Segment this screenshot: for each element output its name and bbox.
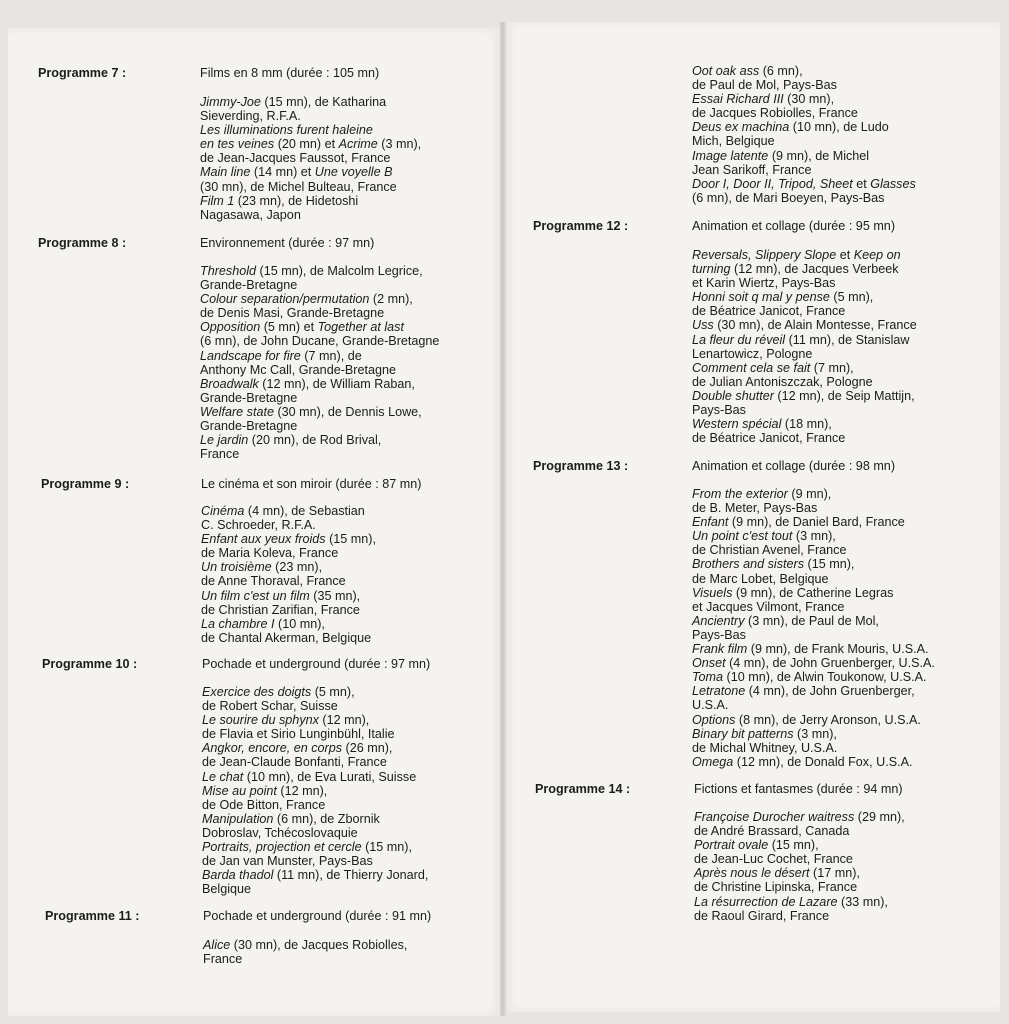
film-details: France [203, 952, 243, 967]
film-details: (6 mn), de Zbornik [273, 811, 380, 826]
programme-label: Programme 7 : [38, 66, 127, 80]
film-line [692, 248, 917, 262]
film-title: Oot oak ass [692, 64, 760, 78]
film-details: (12 mn), de William Raban, [258, 376, 415, 391]
film-line [692, 375, 917, 389]
film-details: Pays-Bas [692, 627, 746, 642]
film-details: de André Brassard, Canada [694, 824, 850, 839]
film-details: (4 mn), de John Gruenberger, U.S.A. [725, 656, 935, 671]
film-details: Sieverding, R.F.A. [200, 109, 301, 124]
book-spine [500, 22, 506, 1016]
film-details: (17 mn), [809, 866, 860, 881]
film-title: Binary bit patterns [692, 726, 794, 741]
film-line [200, 292, 439, 306]
film-line [694, 852, 905, 866]
film-line [200, 306, 439, 320]
film-details: de Denis Masi, Grande-Bretagne [200, 306, 385, 321]
programme-title: Animation et collage (durée : 98 mn) [692, 459, 896, 473]
programme-label: Programme 14 : [535, 782, 631, 796]
film-title: Comment cela se fait [692, 360, 811, 375]
film-title: Deus ex machina [692, 120, 790, 135]
film-line [692, 529, 935, 543]
film-line [201, 617, 376, 631]
film-title: From the exterior [692, 487, 788, 501]
film-title: Le chat [202, 769, 244, 784]
film-line [201, 532, 376, 546]
film-line [692, 572, 935, 586]
film-line [200, 419, 439, 433]
film-title: Ancientry [692, 613, 745, 628]
film-details: (7 mn), [810, 360, 854, 375]
film-details: Belgique [202, 882, 252, 897]
film-title: Double shutter [692, 388, 774, 403]
film-details: Nagasawa, Japon [200, 207, 301, 222]
film-line [200, 391, 439, 405]
film-title: Le jardin [200, 433, 249, 448]
film-line [200, 95, 421, 109]
film-details: de Christian Zarifian, France [201, 602, 360, 617]
film-line [202, 755, 428, 769]
film-title: Western spécial [692, 417, 782, 432]
film-line [694, 880, 905, 894]
film-details: Jean Sarikoff, France [692, 162, 812, 177]
film-title: Reversals, Slippery Slope [692, 248, 837, 262]
film-details: (15 mn), [361, 840, 412, 855]
film-details: Grande-Bretagne [200, 419, 298, 434]
film-title: Onset [692, 656, 726, 671]
film-line [692, 586, 935, 600]
film-list [203, 938, 407, 966]
film-line [692, 684, 935, 698]
film-title: Door I, Door II, Tripod, Sheet [692, 176, 853, 191]
film-details: (33 mn), [837, 894, 888, 909]
film-details: de Jean-Luc Cochet, France [694, 852, 853, 867]
film-details: de Jean-Jacques Faussot, France [200, 151, 391, 166]
film-details: (10 mn), de Eva Lurati, Suisse [243, 769, 417, 784]
film-title: Un troisième [201, 560, 272, 575]
film-line [200, 109, 421, 123]
film-line [692, 501, 935, 515]
film-details: (35 mn), [309, 588, 361, 603]
film-line [202, 713, 428, 727]
film-list [200, 95, 421, 222]
film-details: de Michal Whitney, U.S.A. [692, 740, 838, 755]
film-details: (9 mn), de Daniel Bard, France [728, 515, 905, 530]
film-line [203, 952, 407, 966]
film-details: (14 mn) et [250, 165, 315, 180]
film-line [692, 318, 917, 332]
film-details: de Ode Bitton, France [202, 797, 326, 812]
film-title: Letratone [692, 684, 746, 699]
film-line [200, 334, 439, 348]
film-title: Un point c'est tout [692, 529, 793, 544]
film-details: (9 mn), de Catherine Legras [732, 585, 894, 600]
film-details: de Christian Avenel, France [692, 543, 847, 558]
film-title: Françoise Durocher waitress [694, 810, 855, 824]
film-line [692, 628, 935, 642]
film-details: C. Schroeder, R.F.A. [201, 518, 316, 533]
film-line [200, 208, 421, 222]
film-details: de Robert Schar, Suisse [202, 699, 338, 714]
film-line [692, 487, 935, 501]
film-line [692, 698, 935, 712]
film-title: Glasses [870, 176, 916, 191]
film-line [202, 770, 428, 784]
film-title: Options [692, 712, 736, 727]
film-details: de Jacques Robiolles, France [692, 106, 858, 121]
film-details: (10 mn), de Alwin Toukonow, U.S.A. [723, 670, 927, 685]
film-title: Main line [200, 165, 251, 180]
film-details: de Paul de Mol, Pays-Bas [692, 78, 837, 93]
film-details: (5 mn), [311, 685, 355, 699]
film-details: (12 mn), de Seip Mattijn, [773, 388, 915, 403]
programme-title: Le cinéma et son miroir (durée : 87 mn) [201, 477, 422, 491]
film-line [692, 347, 917, 361]
film-details: et Karin Wiertz, Pays-Bas [692, 276, 836, 291]
film-line [202, 798, 428, 812]
film-details: France [200, 447, 240, 462]
film-title: Exercice des doigts [202, 685, 312, 699]
film-title: Angkor, encore, en corps [202, 741, 343, 756]
film-details: (23 mn), de Hidetoshi [234, 193, 359, 208]
film-title: La fleur du réveil [692, 332, 786, 347]
film-line [692, 642, 935, 656]
film-details: (4 mn), de Sebastian [244, 504, 365, 518]
film-line [692, 290, 917, 304]
film-title: Alice [203, 938, 231, 952]
film-list [200, 264, 439, 461]
film-details: Dobroslav, Tchécoslovaquie [202, 825, 358, 840]
film-details: de Julian Antoniszczak, Pologne [692, 374, 873, 389]
film-title: Les illuminations furent haleine [200, 123, 373, 138]
film-line [692, 78, 916, 92]
film-title: Un film c'est un film [201, 588, 310, 603]
film-details: (3 mn), [377, 137, 422, 152]
film-line [692, 727, 935, 741]
film-details: de Marc Lobet, Belgique [692, 571, 829, 586]
film-line [692, 304, 917, 318]
film-details: (3 mn), [793, 726, 837, 741]
film-line [200, 137, 421, 151]
film-title: Opposition [200, 320, 261, 335]
film-title: Toma [692, 670, 724, 685]
film-line [692, 276, 917, 290]
film-line [200, 151, 421, 165]
film-line [692, 741, 935, 755]
film-line [201, 631, 376, 645]
film-details: (10 mn), de Ludo [789, 120, 889, 135]
film-line [201, 589, 376, 603]
film-details: (6 mn), [759, 64, 803, 78]
film-details: de Anne Thoraval, France [201, 574, 346, 589]
film-line [692, 614, 935, 628]
film-title: Jimmy-Joe [200, 95, 261, 109]
film-line [200, 123, 421, 137]
film-line [202, 685, 428, 699]
film-details: (12 mn), de Donald Fox, U.S.A. [733, 754, 913, 769]
film-list [201, 504, 376, 645]
film-line [692, 64, 916, 78]
film-line [692, 361, 917, 375]
film-details: de Béatrice Janicot, France [692, 304, 846, 319]
programme-title: Pochade et underground (durée : 97 mn) [202, 657, 431, 671]
film-line [202, 854, 428, 868]
film-details: (15 mn), de Katharina [260, 95, 387, 109]
film-details: (15 mn), de Malcolm Legrice, [256, 264, 423, 278]
film-details: (10 mn), [274, 616, 325, 631]
film-title: Honni soit q mal y pense [692, 290, 830, 305]
film-line [692, 670, 935, 684]
film-details: (9 mn), [787, 487, 832, 501]
film-line [692, 543, 935, 557]
film-line [201, 560, 376, 574]
film-details: de Béatrice Janicot, France [692, 431, 846, 446]
film-details: de B. Meter, Pays-Bas [692, 501, 818, 516]
film-line [201, 518, 376, 532]
film-line [200, 278, 439, 292]
film-line [692, 417, 917, 431]
film-line [692, 755, 935, 769]
film-title: Portrait ovale [694, 838, 769, 853]
film-details: Grande-Bretagne [200, 278, 298, 293]
film-details: de Christine Lipinska, France [694, 880, 858, 895]
film-line [200, 194, 421, 208]
film-details: de Raoul Girard, France [694, 908, 830, 923]
film-line [694, 909, 905, 923]
programme-label: Programme 10 : [42, 657, 138, 671]
film-details: (30 mn), de Michel Bulteau, France [200, 179, 397, 194]
film-list [692, 248, 917, 445]
film-title: Mise au point [202, 783, 277, 798]
film-line [692, 431, 917, 445]
film-title: turning [692, 262, 731, 277]
film-line [200, 264, 439, 278]
film-line [694, 866, 905, 880]
film-line [202, 826, 428, 840]
programme-label: Programme 12 : [533, 219, 629, 233]
film-line [202, 882, 428, 896]
film-line [201, 546, 376, 560]
programme-title: Fictions et fantasmes (durée : 94 mn) [694, 782, 903, 796]
film-line [200, 349, 439, 363]
film-line [202, 784, 428, 798]
film-title: en tes veines [200, 137, 275, 152]
film-line [694, 824, 905, 838]
film-details: de Flavia et Sirio Lunginbühl, Italie [202, 727, 395, 742]
programme-label: Programme 8 : [38, 236, 127, 250]
film-details: (2 mn), [369, 292, 413, 307]
film-line [692, 163, 916, 177]
film-title: Landscape for fire [200, 348, 301, 363]
film-title: La résurrection de Lazare [694, 894, 838, 909]
film-line [692, 713, 935, 727]
film-title: Threshold [200, 264, 257, 278]
film-line [694, 895, 905, 909]
film-details: (12 mn), [276, 783, 328, 798]
film-details: (30 mn), de Alain Montesse, France [713, 318, 917, 333]
film-title: Broadwalk [200, 376, 259, 391]
film-details: (5 mn), [829, 290, 874, 305]
film-details: (9 mn), de Michel [768, 148, 870, 163]
film-line [200, 377, 439, 391]
film-title: Cinéma [201, 504, 245, 518]
film-details: de Chantal Akerman, Belgique [201, 630, 372, 645]
film-details: Anthony Mc Call, Grande-Bretagne [200, 362, 397, 377]
film-line [692, 106, 916, 120]
film-line [692, 191, 916, 205]
film-details: (8 mn), de Jerry Aronson, U.S.A. [735, 712, 921, 727]
programme-title: Environnement (durée : 97 mn) [200, 236, 375, 250]
film-title: Enfant aux yeux froids [201, 532, 326, 547]
programme-label: Programme 13 : [533, 459, 629, 473]
programme-label: Programme 11 : [45, 909, 140, 923]
film-title: Welfare state [200, 404, 274, 419]
film-line [201, 574, 376, 588]
film-line [692, 389, 917, 403]
film-details: (26 mn), [342, 741, 393, 756]
film-details: (15 mn), [325, 532, 376, 547]
film-details: Pays-Bas [692, 403, 746, 418]
film-details: (20 mn) et [274, 137, 339, 152]
film-details: de Jean-Claude Bonfanti, France [202, 755, 387, 770]
film-title: Frank film [692, 642, 748, 657]
film-line [694, 838, 905, 852]
film-line [692, 177, 916, 191]
film-details: Lenartowicz, Pologne [692, 346, 813, 361]
film-details: (3 mn), de Paul de Mol, [744, 613, 879, 628]
film-details: (23 mn), [271, 560, 323, 575]
film-title: Film 1 [200, 193, 235, 208]
film-title: Portraits, projection et cercle [202, 840, 362, 855]
film-title: Une voyelle B [314, 165, 393, 180]
film-title: Après nous le désert [694, 866, 810, 881]
film-line [200, 165, 421, 179]
film-details: de Maria Koleva, France [201, 546, 339, 561]
film-title: Together at last [317, 320, 404, 335]
film-line [692, 403, 917, 417]
film-line [692, 92, 916, 106]
film-line [202, 741, 428, 755]
film-title: Le sourire du sphynx [202, 713, 319, 728]
film-list [202, 685, 428, 896]
film-line [202, 840, 428, 854]
film-details: (20 mn), de Rod Brival, [248, 433, 382, 448]
film-details: (30 mn), de Jacques Robiolles, [230, 938, 408, 952]
film-line [692, 333, 917, 347]
film-details: (6 mn), de Mari Boeyen, Pays-Bas [692, 190, 885, 205]
film-line [692, 656, 935, 670]
film-title: La chambre I [201, 616, 275, 631]
film-line [200, 405, 439, 419]
programme-title: Animation et collage (durée : 95 mn) [692, 219, 896, 233]
programme-label: Programme 9 : [41, 477, 130, 491]
film-details: de Jan van Munster, Pays-Bas [202, 854, 373, 869]
film-line [692, 262, 917, 276]
film-details: (6 mn), de John Ducane, Grande-Bretagne [200, 334, 440, 349]
film-line [201, 603, 376, 617]
film-details: (3 mn), [792, 529, 836, 544]
film-list [692, 64, 916, 205]
film-details: (12 mn), de Jacques Verbeek [730, 262, 899, 277]
film-details: Mich, Belgique [692, 134, 775, 149]
film-details: (18 mn), [781, 417, 832, 432]
film-line [692, 515, 935, 529]
film-details: (4 mn), de John Gruenberger, [745, 684, 915, 699]
film-line [201, 504, 376, 518]
film-details: U.S.A. [692, 698, 729, 713]
film-line [200, 320, 439, 334]
film-line [200, 447, 439, 461]
film-title: Colour separation/permutation [200, 292, 370, 307]
film-title: Manipulation [202, 811, 274, 826]
film-title: Brothers and sisters [692, 557, 804, 572]
film-details: et Jacques Vilmont, France [692, 599, 845, 614]
film-line [200, 363, 439, 377]
film-line [202, 699, 428, 713]
film-list [694, 810, 905, 923]
film-details: et [852, 176, 871, 191]
film-details: (15 mn), [804, 557, 855, 572]
film-line [692, 120, 916, 134]
film-details: (11 mn), de Thierry Jonard, [273, 868, 429, 883]
film-title: Barda thadol [202, 868, 274, 883]
film-details: (7 mn), de [300, 348, 362, 363]
film-line [200, 180, 421, 194]
film-details: (11 mn), de Stanislaw [785, 332, 910, 347]
film-line [692, 134, 916, 148]
film-details: (30 mn), [783, 92, 835, 107]
film-title: Omega [692, 754, 734, 769]
film-details: et [836, 248, 854, 262]
film-line [202, 812, 428, 826]
film-details: (15 mn), [768, 838, 819, 853]
film-title: Uss [692, 318, 714, 333]
film-details: (29 mn), [854, 810, 905, 824]
film-details: (9 mn), de Frank Mouris, U.S.A. [747, 642, 929, 657]
film-list [692, 487, 935, 769]
film-line [692, 149, 916, 163]
film-line [203, 938, 407, 952]
film-line [692, 557, 935, 571]
film-title: Acrime [338, 137, 378, 152]
film-title: Image latente [692, 148, 769, 163]
film-details: Grande-Bretagne [200, 390, 298, 405]
film-title: Enfant [692, 515, 729, 530]
film-details: (5 mn) et [260, 320, 318, 335]
film-line [202, 727, 428, 741]
film-title: Visuels [692, 585, 733, 600]
programme-title: Pochade et underground (durée : 91 mn) [203, 909, 432, 923]
film-title: Essai Richard III [692, 92, 784, 107]
film-line [202, 868, 428, 882]
film-details: (12 mn), [318, 713, 370, 728]
film-title: Keep on [853, 248, 901, 262]
film-line [694, 810, 905, 824]
film-line [200, 433, 439, 447]
film-line [692, 600, 935, 614]
film-details: (30 mn), de Dennis Lowe, [273, 404, 422, 419]
programme-title: Films en 8 mm (durée : 105 mn) [200, 66, 380, 80]
